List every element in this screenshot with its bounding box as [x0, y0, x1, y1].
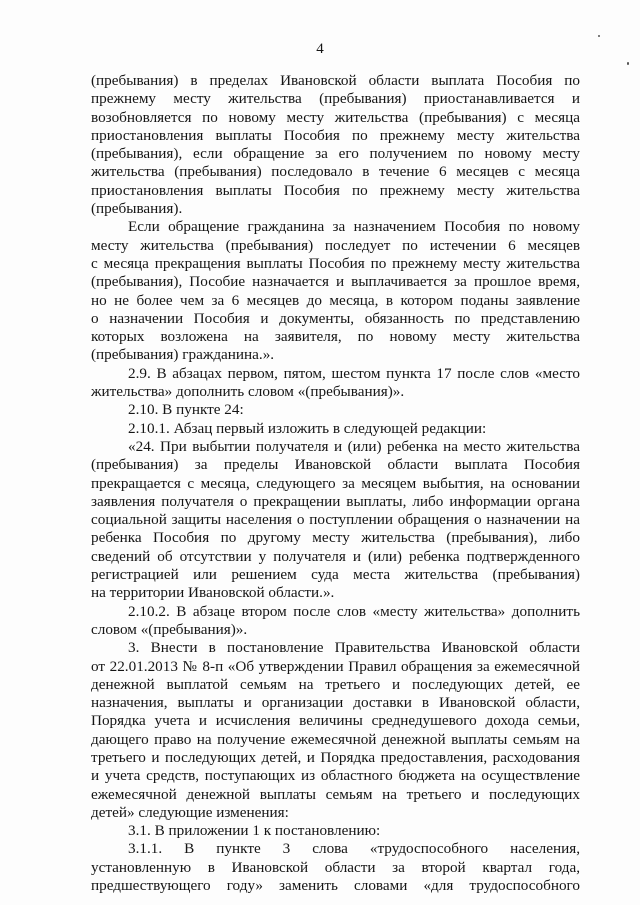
text-line: денежной выплатой семьям на третьего и последующих детей, ее	[91, 675, 580, 693]
text-line: 2.10.2. В абзаце втором после слов «месту жительства» дополнить	[128, 602, 580, 620]
text-line: 2.10.1. Абзац первый изложить в следующей редакции:	[128, 419, 487, 437]
text-line: жительства (пребывания) последовало в течение 6 месяцев с месяца	[91, 163, 580, 181]
text-line: приостановления выплаты Пособия по прежнему месту жительства	[91, 126, 580, 144]
text-line: месту жительства (пребывания) последует по истечении 6 месяцев	[91, 236, 580, 254]
text-line: и учета средств, поступающих из областного бюджета на осуществление	[91, 767, 580, 785]
text-line: прежнему месту жительства (пребывания) приостанавливается и	[91, 90, 580, 108]
text-line: от 22.01.2013 № 8-п «Об утверждении Правил обращения за ежемесячной	[91, 657, 580, 675]
text-line: (пребывания) гражданина.».	[91, 346, 275, 364]
text-line: 2.9. В абзацах первом, пятом, шестом пункта 17 после слов «место	[128, 364, 580, 382]
scan-speck	[627, 62, 629, 65]
text-line: предшествующего году» заменить словами «для трудоспособного	[91, 877, 580, 895]
text-line: ежемесячной денежной выплаты семьям на третьего и последующих	[91, 785, 580, 803]
text-line: «24. При выбытии получателя и (или) ребенка на место жительства	[128, 437, 580, 455]
text-line: но не более чем за 6 месяцев до месяца, в котором поданы заявление	[91, 291, 580, 309]
text-line: сведений об отсутствии у получателя и (или) ребенка подтвержденного	[91, 547, 580, 565]
text-line: (пребывания) в пределах Ивановской области выплата Пособия по	[91, 72, 580, 89]
text-line: которых возложена на заявителя, по новому месту жительства	[91, 328, 580, 346]
text-line: 3.1. В приложении 1 к постановлению:	[128, 822, 381, 840]
text-line: возобновляется по новому месту жительства (пребывания) с месяца	[91, 108, 580, 126]
text-line: Порядка учета и исчисления величины среднедушевого дохода семьи,	[91, 712, 580, 730]
text-line: 3.1.1. В пункте 3 слова «трудоспособного населения,	[128, 840, 580, 858]
text-line: приостановления выплаты Пособия по прежнему месту жительства	[91, 181, 580, 199]
page-number: 4	[316, 41, 324, 57]
text-line: детей» следующие изменения:	[91, 803, 289, 821]
text-line: жительства» дополнить словом «(пребывания)».	[91, 383, 405, 401]
text-line: установленную в Ивановской области за второй квартал года,	[91, 858, 580, 876]
text-line: заявления получателя о прекращении выплаты, либо информации органа	[91, 492, 580, 510]
text-line: словом «(пребывания)».	[91, 620, 248, 638]
text-line: (пребывания) за пределы Ивановской области выплата Пособия	[91, 456, 580, 474]
text-line: (пребывания), Пособие назначается и выплачивается за прошлое время,	[91, 273, 580, 291]
text-line: дающего право на получение ежемесячной денежной выплаты семьям на	[91, 730, 580, 748]
text-line: с месяца прекращения выплаты Пособия по прежнему месту жительства	[91, 254, 580, 272]
text-line: (пребывания), если обращение за его получением по новому месту	[91, 145, 580, 163]
text-line: назначения, выплаты и организации доставки в Ивановской области,	[91, 694, 580, 712]
scan-speck	[598, 35, 600, 37]
text-line: 2.10. В пункте 24:	[128, 401, 244, 419]
text-line: регистрацией или решением суда места жительства (пребывания)	[91, 566, 580, 584]
text-line: на территории Ивановской области.».	[91, 584, 335, 602]
document-body	[91, 72, 580, 895]
text-line: ребенка Пособия по другому месту жительства (пребывания), либо	[91, 529, 580, 547]
text-line: социальной защиты населения о поступлении обращения о назначении на	[91, 511, 580, 529]
text-line: третьего и последующих детей, и Порядка предоставления, расходования	[91, 748, 580, 766]
text-line: (пребывания).	[91, 200, 183, 218]
text-line: о назначении Пособия и документы, обязанность по представлению	[91, 309, 580, 327]
text-line: 3. Внести в постановление Правительства Ивановской области	[128, 639, 580, 657]
text-line: Если обращение гражданина за назначением Пособия по новому	[128, 218, 580, 236]
text-line: прекращается с месяца, следующего за месяцем выбытия, на основании	[91, 474, 580, 492]
